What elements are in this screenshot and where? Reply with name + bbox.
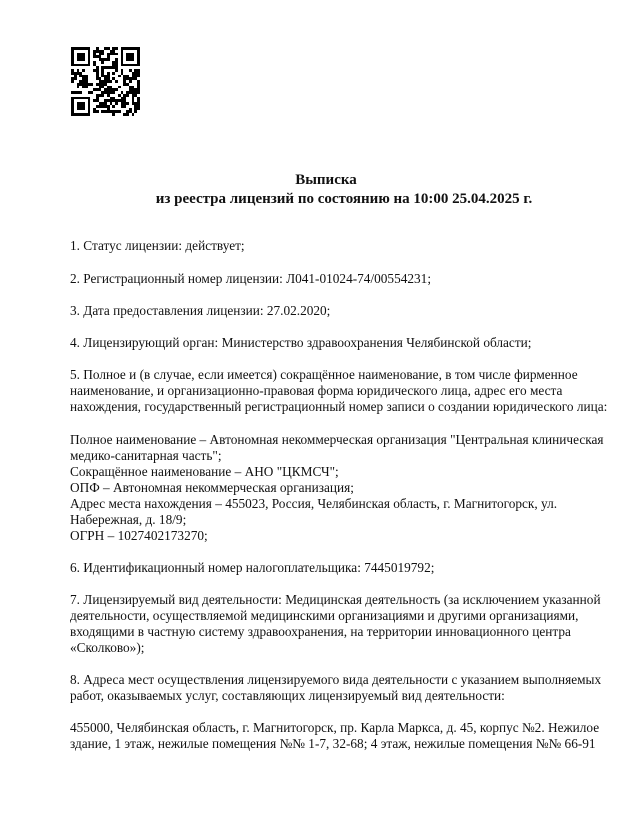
license-status: 1. Статус лицензии: действует; [70,238,245,253]
activity-addresses-heading: 8. Адреса мест осуществления лицензируемого вида деятельности с указанием выполняемых работ, оказываемых услуг, составляющих лицензируемый вид деятельности: [70,672,602,703]
license-date: 3. Дата предоставления лицензии: 27.02.2020; [70,303,331,318]
organization-name-heading: 5. Полное и (в случае, если имеется) сокращённое наименование, в том числе фирменное наименование, и организационно-правовая форма юридического лица, адрес его места нахождения, государственный регистрационный номер записи о создании юридического лица: [70,367,608,414]
organization-details: Полное наименование – Автономная некоммерческая организация "Центральная клиническая медико-санитарная часть"; Сокращённое наименование – АНО "ЦКМСЧ"; ОПФ – Автономная некоммерческая организация; Адрес места нахождения – 455023, Россия, Челябинская область, г. Магнитогорск, ул. Набережная, д. 18/9; ОГРН – 1027402173270; [70,432,604,543]
licensing-authority: 4. Лицензирующий орган: Министерство здравоохранения Челябинской области; [70,335,532,350]
qr-code [71,47,140,116]
licensed-activity: 7. Лицензируемый вид деятельности: Медицинская деятельность (за исключением указанной деятельности, осуществляемой медицинскими организациями и другими организациями, входящими в частную систему здравоохранения, на территории инновационного центра «Сколково»); [70,592,601,655]
document-subtitle: из реестра лицензий по состоянию на 10:00 25.04.2025 г. [155,191,533,207]
activity-address: 455000, Челябинская область, г. Магнитогорск, пр. Карла Маркса, д. 45, корпус №2. Нежилое здание, 1 этаж, нежилые помещения №№ 1-7, 32-68; 4 этаж, нежилые помещения №№ 66-91 [70,720,600,751]
taxpayer-id: 6. Идентификационный номер налогоплательщика: 7445019792; [70,560,435,575]
document-title: Выписка [295,172,357,188]
license-number: 2. Регистрационный номер лицензии: Л041-01024-74/00554231; [70,271,432,286]
